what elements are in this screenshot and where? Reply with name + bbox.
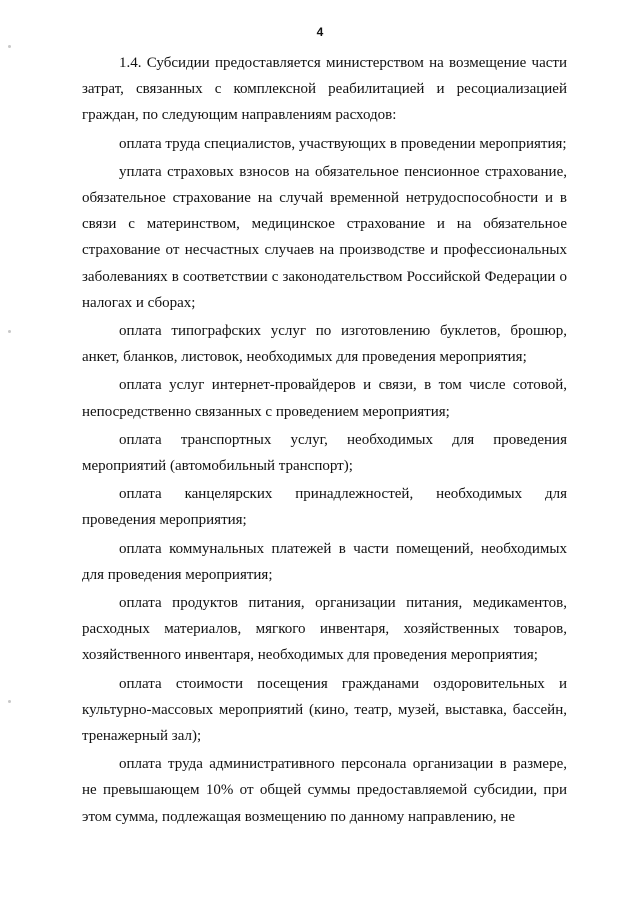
scan-margin-mark (8, 45, 11, 48)
paragraph-item: оплата стоимости посещения гражданами оздоровительных и культурно-массовых мероприятий (кино, театр, музей, выставка, бассейн, тренажерный зал); (82, 675, 567, 745)
scan-margin-mark (8, 330, 11, 333)
scan-margin-mark (8, 700, 11, 703)
paragraph-intro: 1.4. Субсидии предоставляется министерством на возмещение части затрат, связанных с комплексной реабилитацией и ресоциализацией граждан, по следующим направлениям расходов: (82, 55, 567, 124)
paragraph-item: оплата коммунальных платежей в части помещений, необходимых для проведения мероприятия; (82, 540, 567, 583)
paragraph-item: оплата труда специалистов, участвующих в проведении мероприятия; (119, 135, 567, 152)
paragraph-item: оплата канцелярских принадлежностей, необходимых для проведения мероприятия; (82, 486, 567, 529)
paragraph-item: оплата продуктов питания, организации питания, медикаментов, расходных материалов, мягкого инвентаря, хозяйственных товаров, хозяйственного инвентаря, необходимых для проведения мероприятия; (82, 595, 567, 664)
page-number: 4 (316, 25, 324, 39)
paragraph-item: оплата типографских услуг по изготовлению буклетов, брошюр, анкет, бланков, листовок, необходимых для проведения мероприятия; (82, 323, 567, 366)
paragraph-item: оплата услуг интернет-провайдеров и связи, в том числе сотовой, непосредственно связанных с проведением мероприятия; (82, 377, 567, 420)
document-body (82, 50, 567, 830)
paragraph-item: оплата транспортных услуг, необходимых для проведения мероприятий (автомобильный транспорт); (82, 431, 567, 475)
paragraph-item: оплата труда административного персонала организации в размере, не превышающем 10% от общей суммы предоставляемой субсидии, при этом сумма, подлежащая возмещению по данному направлению, не (82, 756, 567, 825)
paragraph-item: уплата страховых взносов на обязательное пенсионное страхование, обязательное страхование на случай временной нетрудоспособности и в связи с материнством, медицинское страхование и на обязательное страхование от несчастных случаев на производстве и профессиональных заболеваниях в соответствии с законодательством Российской Федерации о налогах и сборах; (82, 163, 567, 311)
